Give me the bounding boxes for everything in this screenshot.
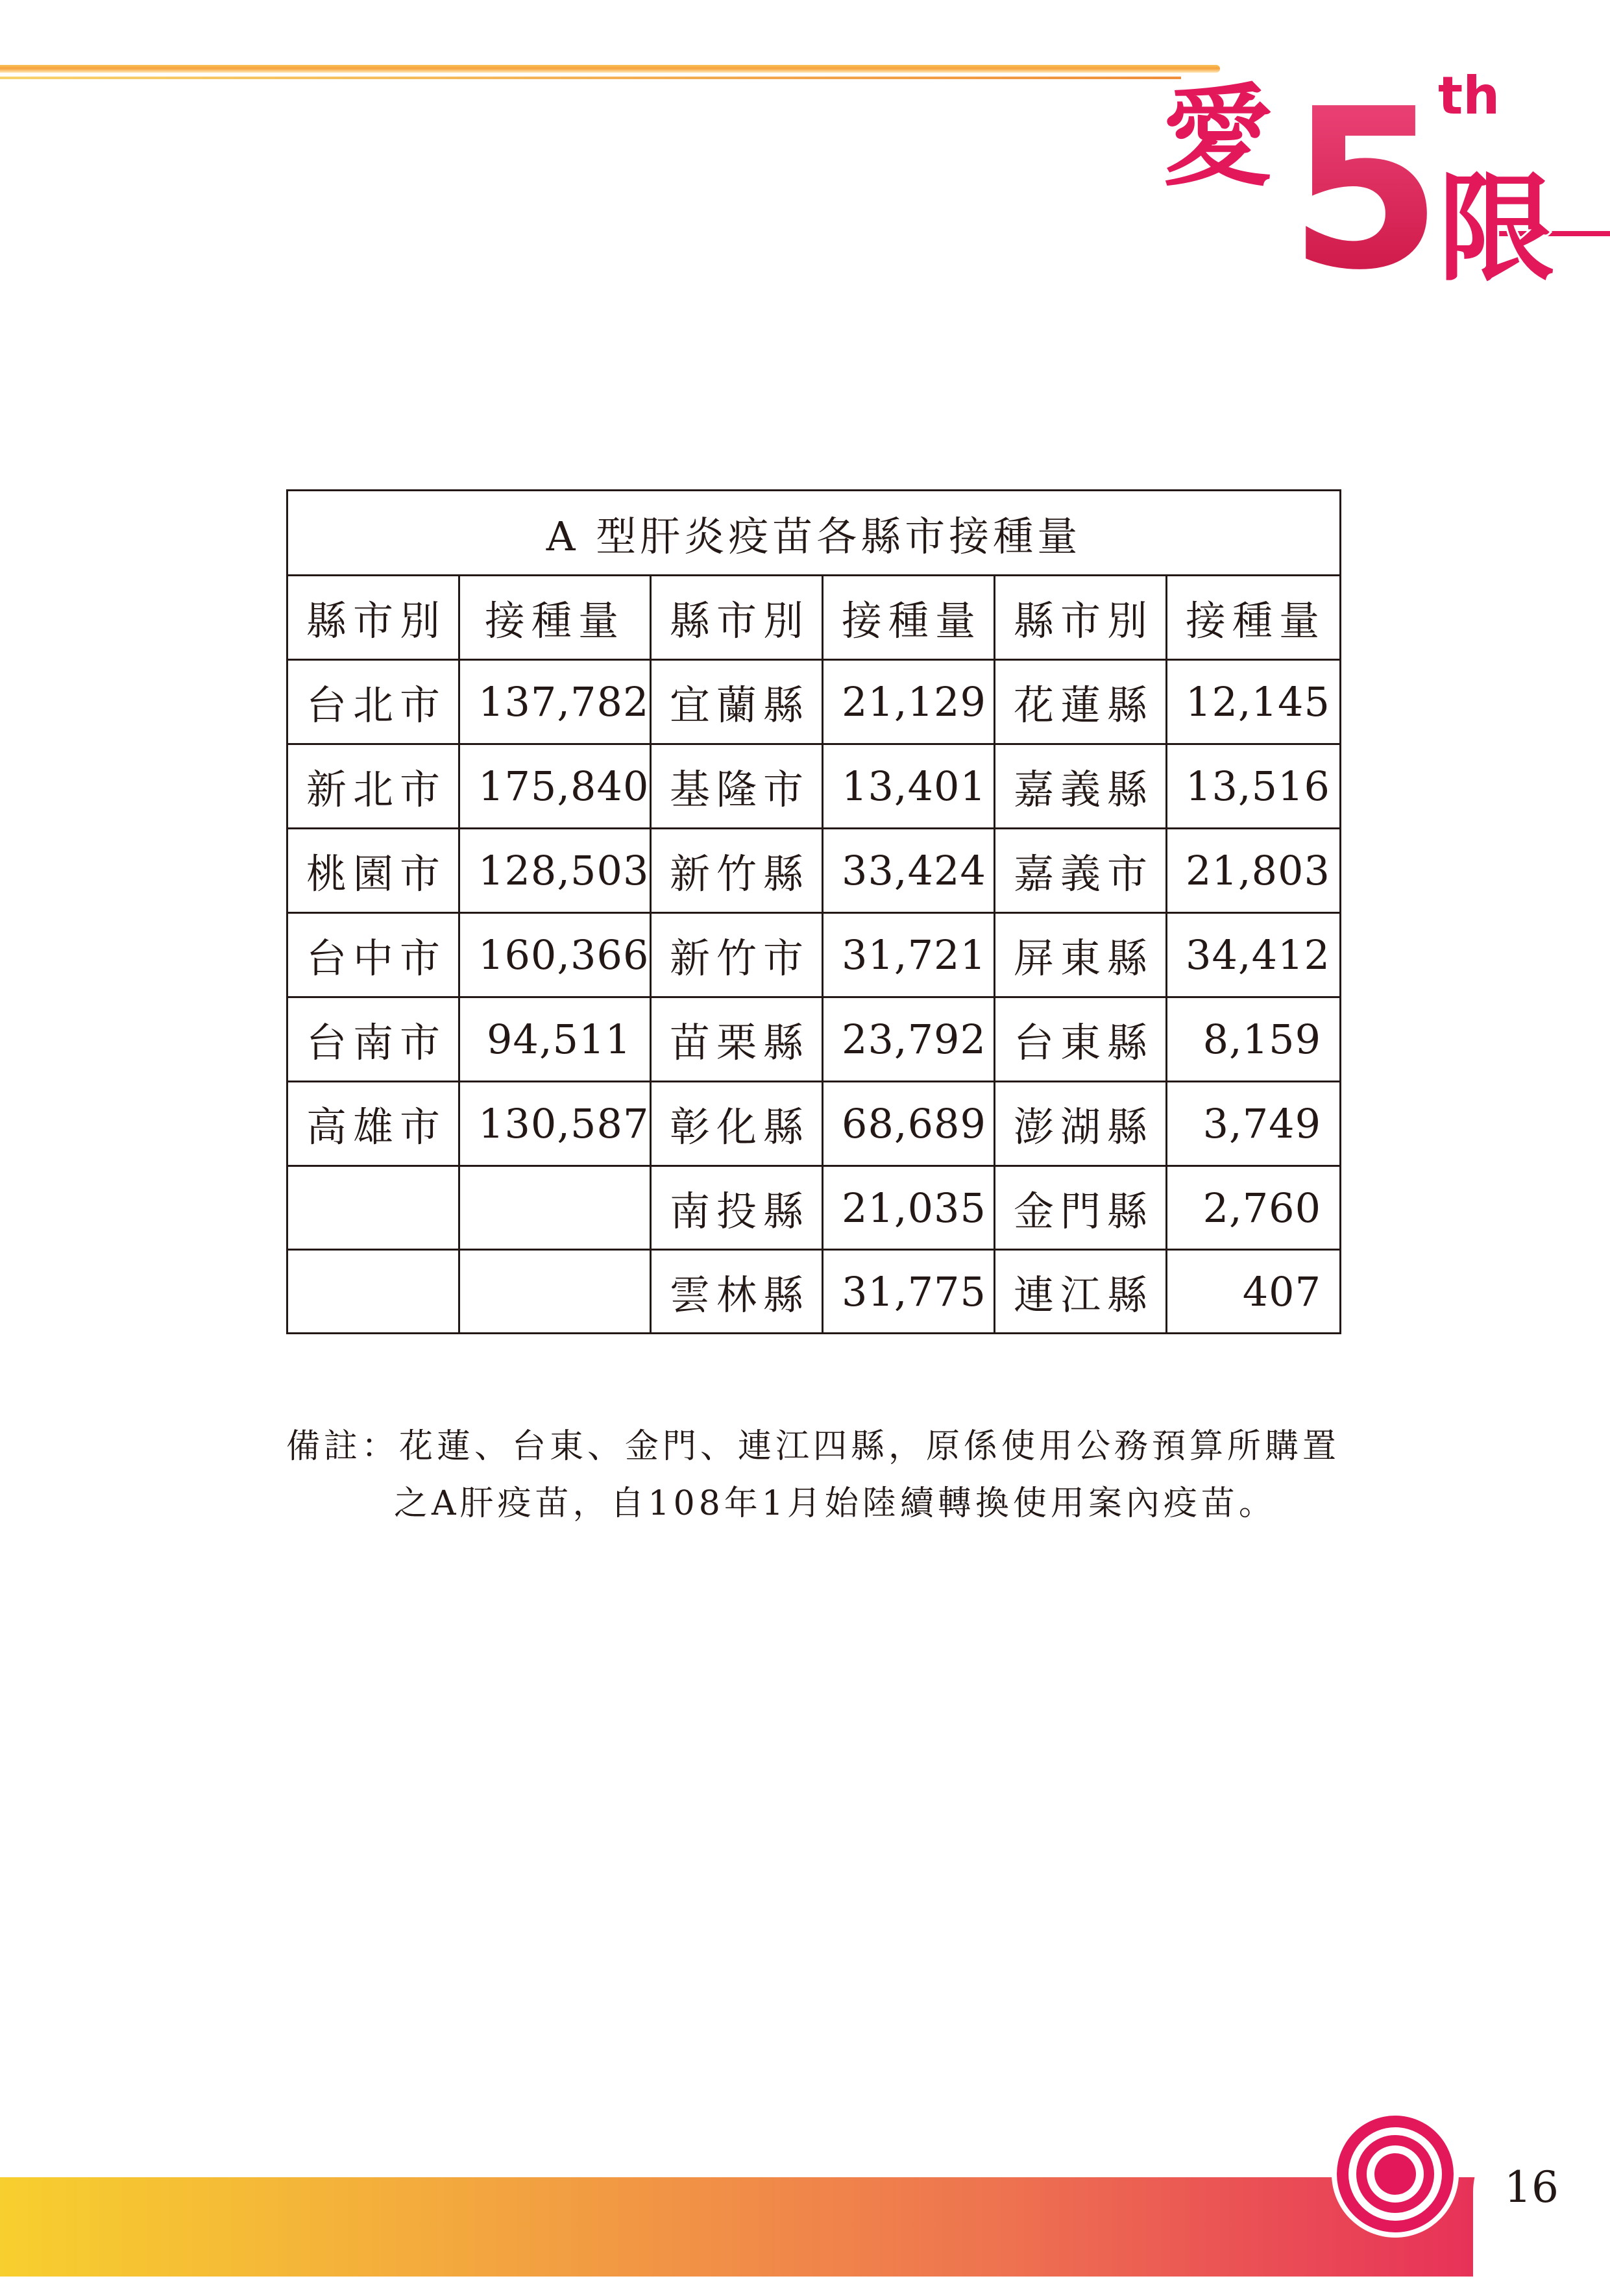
header-rule-secondary xyxy=(0,77,1181,79)
header-rule xyxy=(0,65,1220,73)
table-row xyxy=(287,829,1341,913)
county-cell: 高雄市 xyxy=(287,1082,459,1166)
count-cell xyxy=(459,1250,651,1334)
county-cell: 彰化縣 xyxy=(651,1082,823,1166)
count-cell: 34,412 xyxy=(1167,913,1341,997)
count-cell: 407 xyxy=(1167,1250,1341,1334)
brand-love-char: 愛 xyxy=(1162,73,1273,202)
county-cell: 台北市 xyxy=(287,660,459,744)
count-cell: 94,511 xyxy=(459,997,651,1082)
page-number: 16 xyxy=(1504,2162,1559,2212)
count-cell: 13,516 xyxy=(1167,744,1341,829)
county-cell: 新竹縣 xyxy=(651,829,823,913)
vaccination-table xyxy=(286,489,1341,1334)
count-cell: 130,587 xyxy=(459,1082,651,1166)
county-cell: 台中市 xyxy=(287,913,459,997)
county-cell: 台南市 xyxy=(287,997,459,1082)
county-cell: 嘉義市 xyxy=(995,829,1167,913)
count-cell: 68,689 xyxy=(823,1082,995,1166)
table-row xyxy=(287,1166,1341,1250)
count-cell: 137,782 xyxy=(459,660,651,744)
brand-suffix: th xyxy=(1438,66,1500,126)
county-cell xyxy=(287,1166,459,1250)
count-cell: 2,760 xyxy=(1167,1166,1341,1250)
target-icon xyxy=(1330,2109,1460,2239)
table-header-row xyxy=(287,576,1341,660)
table-row xyxy=(287,997,1341,1082)
count-cell: 23,792 xyxy=(823,997,995,1082)
table-row xyxy=(287,1082,1341,1166)
footnote-line-1: 備註：花蓮、台東、金門、連江四縣，原係使用公務預算所購置 xyxy=(286,1427,1341,1466)
column-header: 接種量 xyxy=(1167,576,1341,660)
count-cell xyxy=(459,1166,651,1250)
count-cell: 3,749 xyxy=(1167,1082,1341,1166)
county-cell: 基隆市 xyxy=(651,744,823,829)
county-cell: 雲林縣 xyxy=(651,1250,823,1334)
county-cell: 苗栗縣 xyxy=(651,997,823,1082)
brand-logo xyxy=(1143,39,1610,286)
count-cell: 12,145 xyxy=(1167,660,1341,744)
county-cell: 澎湖縣 xyxy=(995,1082,1167,1166)
count-cell: 13,401 xyxy=(823,744,995,829)
count-cell: 31,721 xyxy=(823,913,995,997)
county-cell: 桃園市 xyxy=(287,829,459,913)
county-cell: 連江縣 xyxy=(995,1250,1167,1334)
county-cell: 新北市 xyxy=(287,744,459,829)
count-cell: 21,803 xyxy=(1167,829,1341,913)
count-cell: 21,129 xyxy=(823,660,995,744)
count-cell: 175,840 xyxy=(459,744,651,829)
county-cell xyxy=(287,1250,459,1334)
table-row xyxy=(287,1250,1341,1334)
column-header: 縣市別 xyxy=(995,576,1167,660)
count-cell: 8,159 xyxy=(1167,997,1341,1082)
county-cell: 嘉義縣 xyxy=(995,744,1167,829)
count-cell: 160,366 xyxy=(459,913,651,997)
county-cell: 屏東縣 xyxy=(995,913,1167,997)
column-header: 接種量 xyxy=(823,576,995,660)
count-cell: 31,775 xyxy=(823,1250,995,1334)
county-cell: 宜蘭縣 xyxy=(651,660,823,744)
column-header: 接種量 xyxy=(459,576,651,660)
table-title: A 型肝炎疫苗各縣市接種量 xyxy=(287,491,1341,576)
count-cell: 21,035 xyxy=(823,1166,995,1250)
footnote-line-2: 之A肝疫苗，自108年1月始陸續轉換使用案內疫苗。 xyxy=(394,1484,1276,1523)
county-cell: 新竹市 xyxy=(651,913,823,997)
county-cell: 金門縣 xyxy=(995,1166,1167,1250)
column-header: 縣市別 xyxy=(287,576,459,660)
count-cell: 128,503 xyxy=(459,829,651,913)
count-cell: 33,424 xyxy=(823,829,995,913)
column-header: 縣市別 xyxy=(651,576,823,660)
table-row xyxy=(287,744,1341,829)
brand-number: 5 xyxy=(1289,62,1443,286)
table-row xyxy=(287,660,1341,744)
county-cell: 花蓮縣 xyxy=(995,660,1167,744)
brand-limit-char: 限 xyxy=(1438,162,1555,286)
table-row xyxy=(287,913,1341,997)
county-cell: 南投縣 xyxy=(651,1166,823,1250)
footnote xyxy=(286,1418,1350,1532)
county-cell: 台東縣 xyxy=(995,997,1167,1082)
